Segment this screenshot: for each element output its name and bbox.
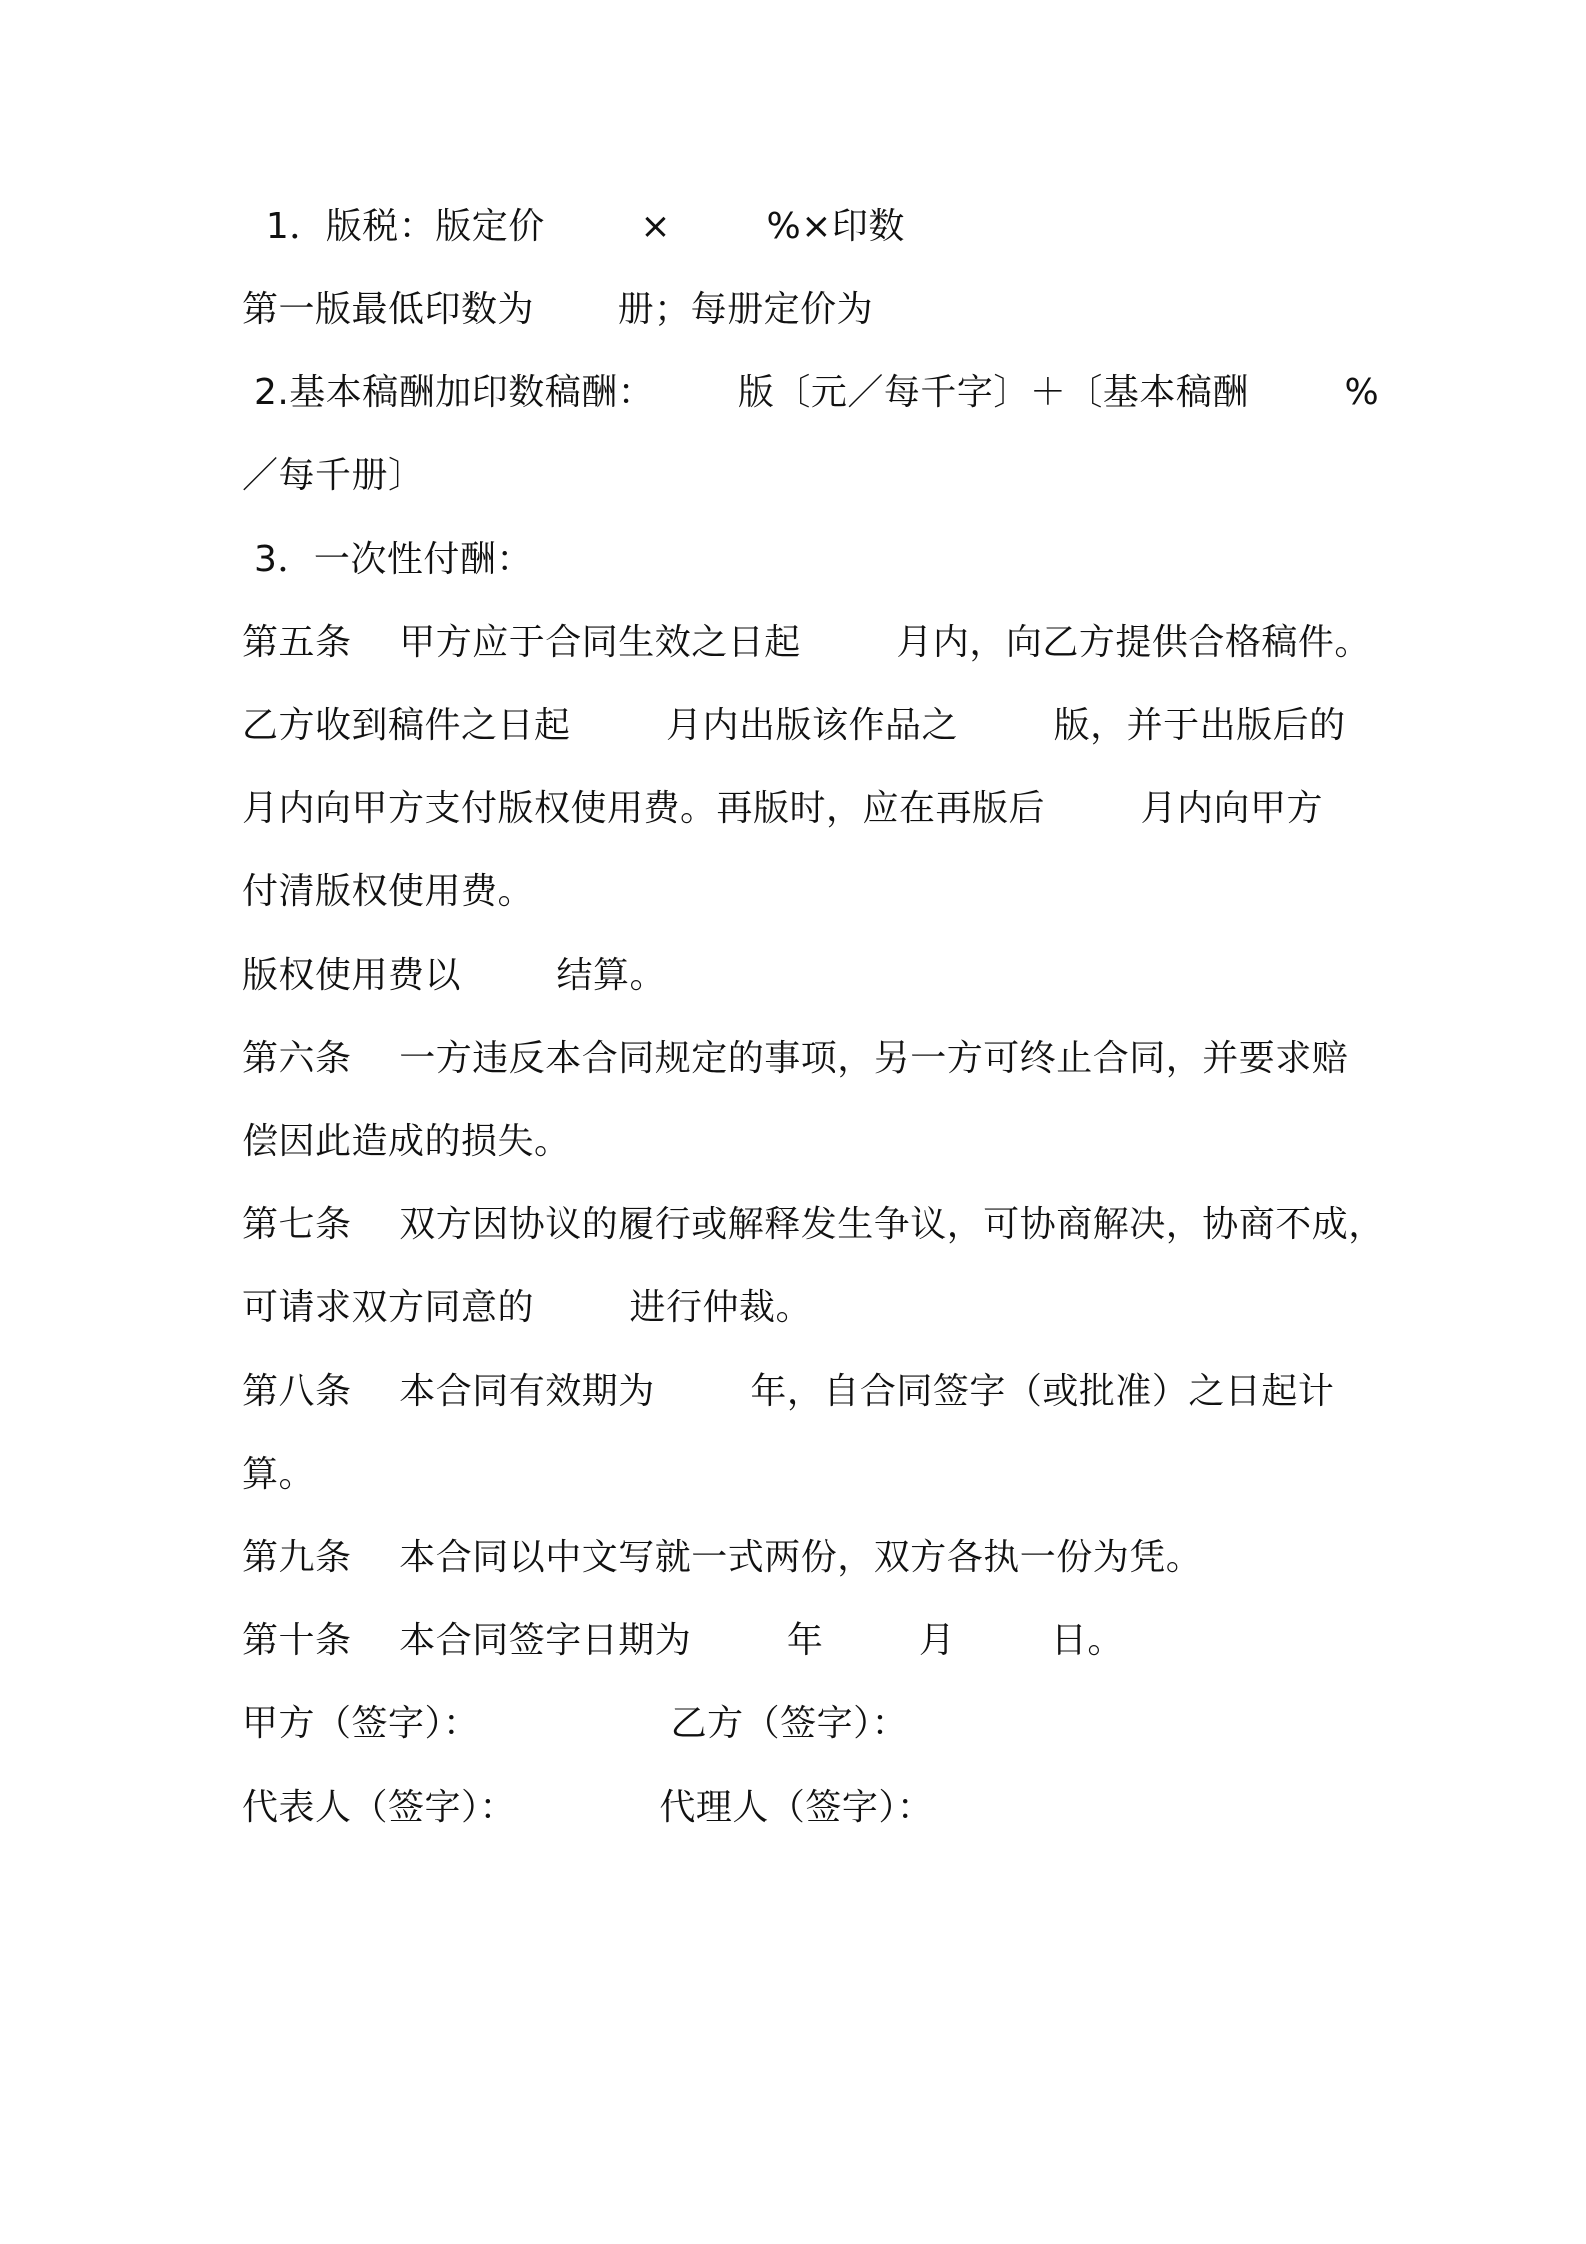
article-6-line-1: 第六条 一方违反本合同规定的事项，另一方可终止合同，并要求赔 <box>242 1038 1349 1079</box>
clause-lump-sum: 3．一次性付酬： <box>242 539 533 580</box>
article-9: 第九条 本合同以中文写就一式两份，双方各执一份为凭。 <box>242 1537 1203 1578</box>
article-6-line-2: 偿因此造成的损失。 <box>242 1121 571 1162</box>
article-8-line-1: 第八条 本合同有效期为 年，自合同签字（或批准）之日起计 <box>242 1371 1335 1412</box>
settlement-currency-line: 版权使用费以 结算。 <box>242 955 667 996</box>
clause-basic-fee-formula: 2.基本稿酬加印数稿酬： 版〔元／每千字〕＋〔基本稿酬 % <box>242 372 1380 413</box>
clause-royalty-formula: 1．版税：版定价 × %×印数 <box>242 206 905 247</box>
article-5-line-3: 月内向甲方支付版权使用费。再版时，应在再版后 月内向甲方 <box>242 788 1324 829</box>
clause-basic-fee-formula-cont: ／每千册〕 <box>242 455 425 496</box>
first-edition-print-run: 第一版最低印数为 册；每册定价为 <box>242 289 874 330</box>
representative-signatures: 代表人（签字）： 代理人（签字）： <box>242 1787 934 1828</box>
article-7-line-1: 第七条 双方因协议的履行或解释发生争议，可协商解决，协商不成， <box>242 1204 1385 1245</box>
article-5-line-1: 第五条 甲方应于合同生效之日起 月内，向乙方提供合格稿件。 <box>242 622 1371 663</box>
party-signatures: 甲方（签字）： 乙方（签字）： <box>242 1703 909 1744</box>
article-5-line-2: 乙方收到稿件之日起 月内出版该作品之 版，并于出版后的 <box>242 705 1346 746</box>
article-8-line-2: 算。 <box>242 1454 316 1495</box>
article-7-line-2: 可请求双方同意的 进行仲裁。 <box>242 1287 813 1328</box>
article-5-line-4: 付清版权使用费。 <box>242 871 535 912</box>
article-10: 第十条 本合同签字日期为 年 月 日。 <box>242 1620 1124 1661</box>
